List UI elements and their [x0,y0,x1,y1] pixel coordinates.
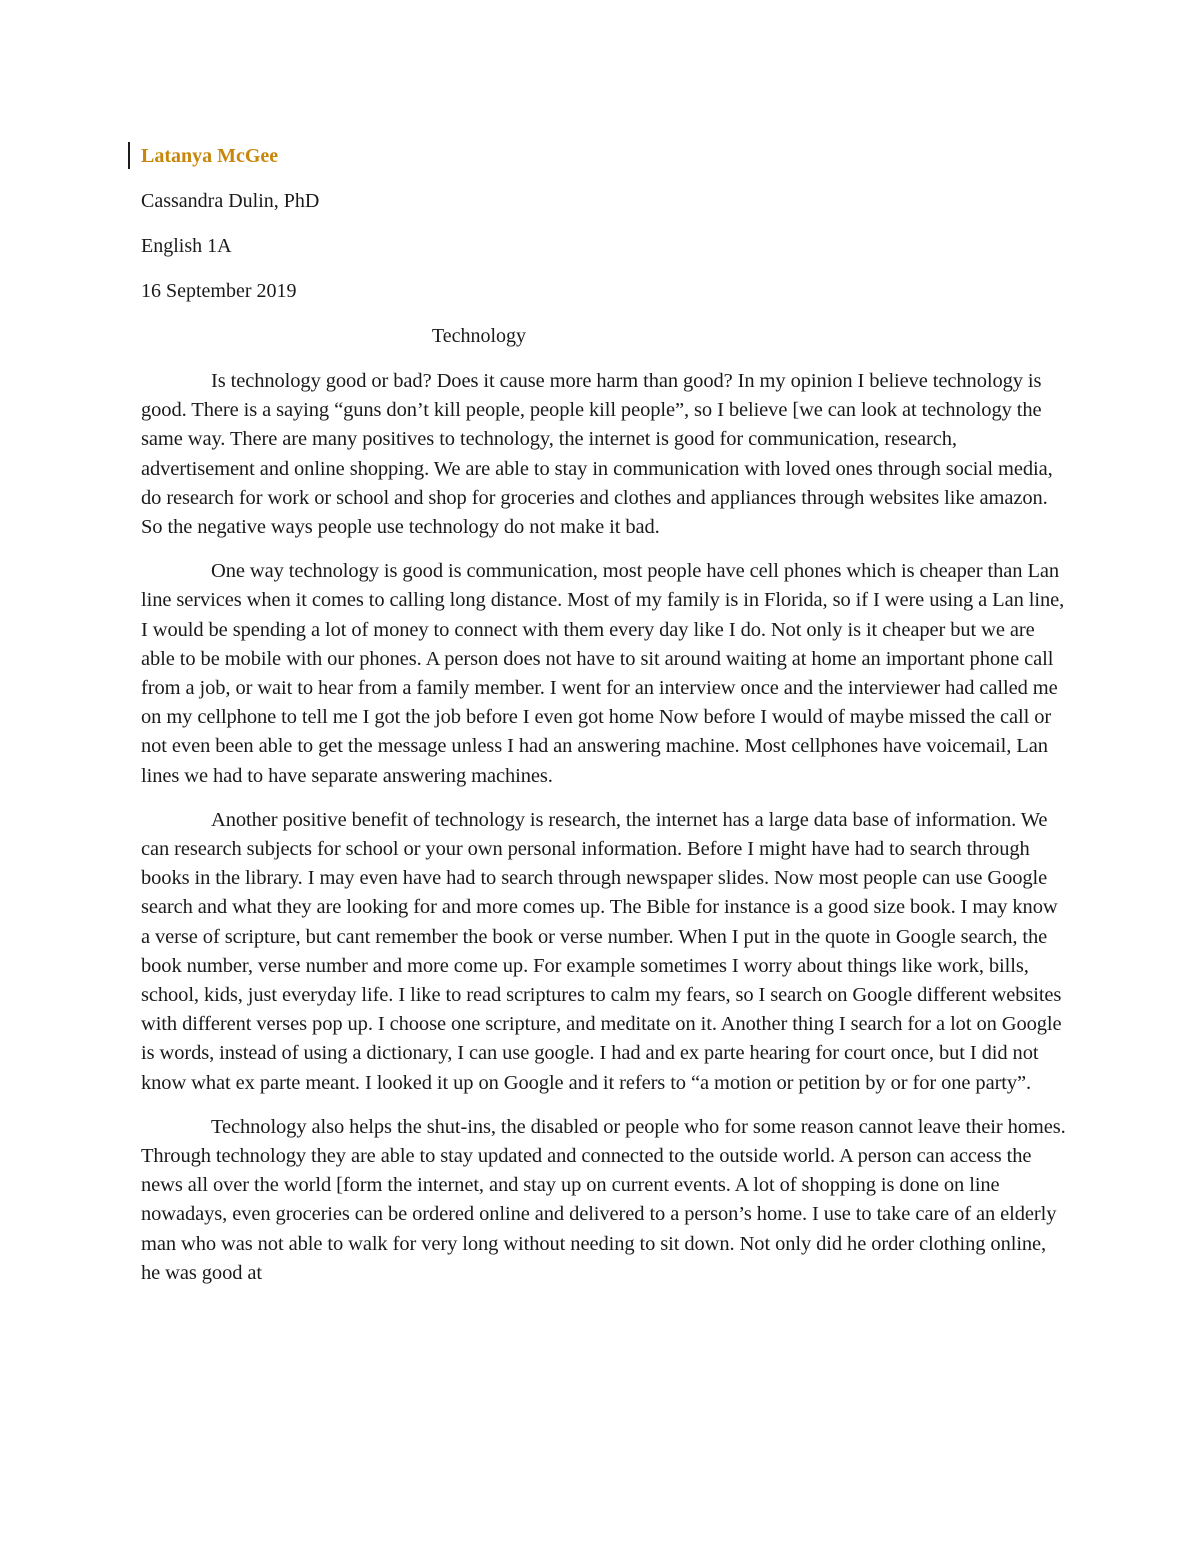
instructor-name: Cassandra Dulin, PhD [141,190,320,212]
author-name[interactable]: Latanya McGee [141,145,279,167]
essay-date: 16 September 2019 [141,280,297,302]
paragraph-1: Is technology good or bad? Does it cause more harm than good? In my opinion I believe technology is good. There is a saying “guns don’t kill people, people kill people”, so I believe [we can look at technology the same way. There are many positives to technology, the internet is good for communication, research, advertisement and online shopping. We are able to stay in communication with loved ones through social media, do research for work or school and shop for groceries and clothes and appliances through websites like amazon. So the negative ways people use technology do not make it bad. [141,370,1053,539]
essay-header [141,138,1081,364]
paragraph-4: Technology also helps the shut-ins, the disabled or people who for some reason cannot leave their homes. Through technology they are able to stay updated and connected to the outside world. A person can access the news all over the world [form the internet, and stay up on current events. A lot of shopping is done on line nowadays, even groceries can be ordered online and delivered to a person’s home. I use to take care of an elderly man who was not able to walk for very long without needing to sit down. Not only did he order clothing online, he was good at [141,1115,1066,1284]
course-name: English 1A [141,235,232,257]
paragraph-2: One way technology is good is communication, most people have cell phones which is cheaper than Lan line services when it comes to calling long distance. Most of my family is in Florida, so if I were using a Lan line, I would be spending a lot of money to connect with them every day like I do. Not only is it cheaper but we are able to be mobile with our phones. A person does not have to sit around waiting at home an important phone call from a job, or wait to hear from a family member. I went for an interview once and the interviewer had called me on my cellphone to tell me I got the job before I even got home Now before I would of maybe missed the call or not even been able to get the message unless I had an answering machine. Most cellphones have voicemail, Lan lines we had to have separate answering machines. [141,560,1065,787]
essay-body [141,367,1066,1303]
essay-title: Technology [431,325,527,347]
text-cursor [128,142,130,169]
paragraph-3: Another positive benefit of technology is research, the internet has a large data base of information. We can research subjects for school or your own personal information. Before I might have had to search through books in the library. I may even have had to search through newspaper slides. Now most people can use Google search and what they are looking for and more comes up. The Bible for instance is a good size book. I may know a verse of scripture, but cant remember the book or verse number. When I put in the quote in Google search, the book number, verse number and more come up. For example sometimes I worry about things like work, bills, school, kids, just everyday life. I like to read scriptures to calm my fears, so I search on Google different websites with different verses pop up. I choose one scripture, and meditate on it. Another thing I search for a lot on Google is words, instead of using a dictionary, I can use google. I had and ex parte hearing for court once, but I did not know what ex parte meant. I looked it up on Google and it refers to “a motion or petition by or for one party”. [141,808,1062,1094]
